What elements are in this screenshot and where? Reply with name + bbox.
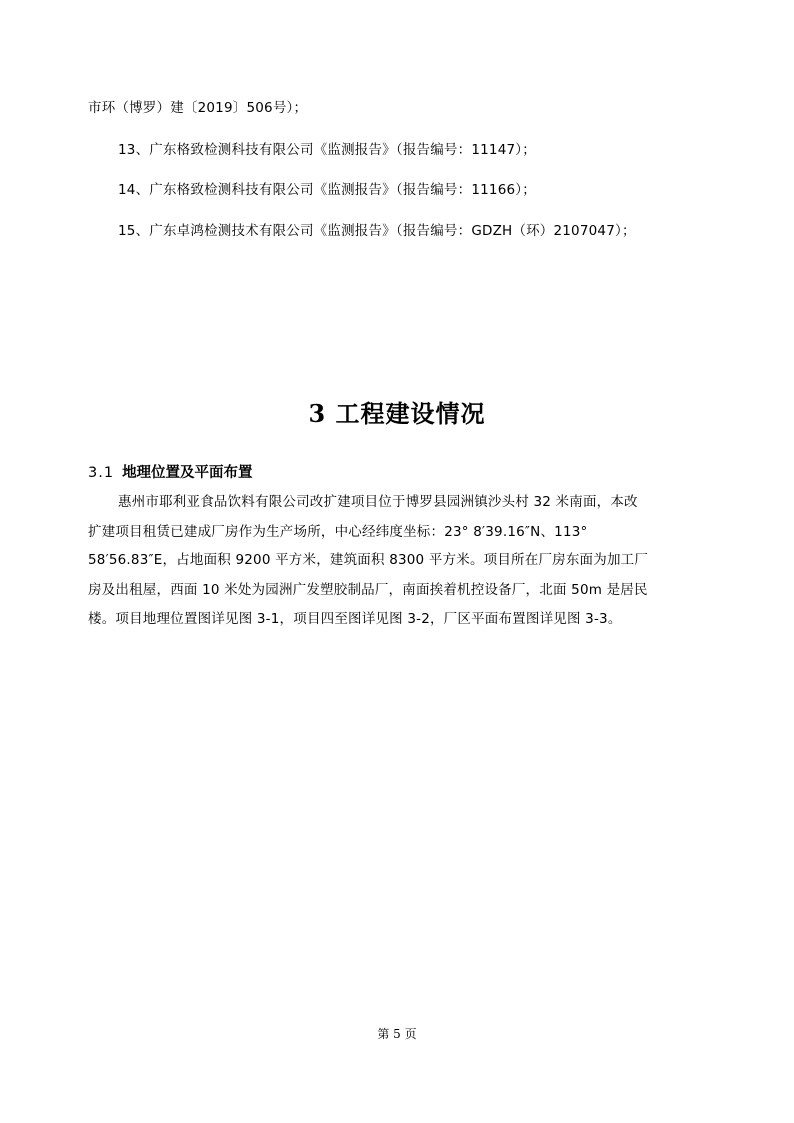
section-number: 3.1 (88, 465, 115, 481)
reference-item-14: 14、广东格致检测科技有限公司《监测报告》（报告编号：11166）； (118, 182, 536, 198)
body-line: 惠州市耶利亚食品饮料有限公司改扩建项目位于博罗县园洲镇沙头村 32 米南面，本改 (118, 494, 638, 510)
body-line: 房及出租屋，西面 10 米处为园洲广发塑胶制品厂，南面挨着机控设备厂，北面 50m 是居民 (88, 582, 648, 598)
page-number: 第 5 页 (377, 1027, 417, 1041)
section-title: 地理位置及平面布置 (122, 465, 253, 481)
body-line: 扩建项目租赁已建成厂房作为生产场所，中心经纬度坐标：23° 8′39.16″N、113° (88, 524, 588, 540)
reference-item-15: 15、广东卓鸿检测技术有限公司《监测报告》（报告编号：GDZH（环）2107047）； (118, 223, 636, 239)
body-line: 楼。项目地理位置图详见图 3-1，项目四至图详见图 3-2，厂区平面布置图详见图 3-3。 (88, 611, 622, 627)
body-line: 58′56.83″E，占地面积 9200 平方米，建筑面积 8300 平方米。项目所在厂房东面为加工厂 (88, 552, 649, 568)
reference-item-13: 13、广东格致检测科技有限公司《监测报告》（报告编号：11147）； (118, 142, 536, 158)
section-heading (88, 463, 253, 483)
chapter-title: 3 工程建设情况 (308, 399, 486, 428)
reference-continuation: 市环（博罗）建〔2019〕506号）； (88, 100, 308, 116)
